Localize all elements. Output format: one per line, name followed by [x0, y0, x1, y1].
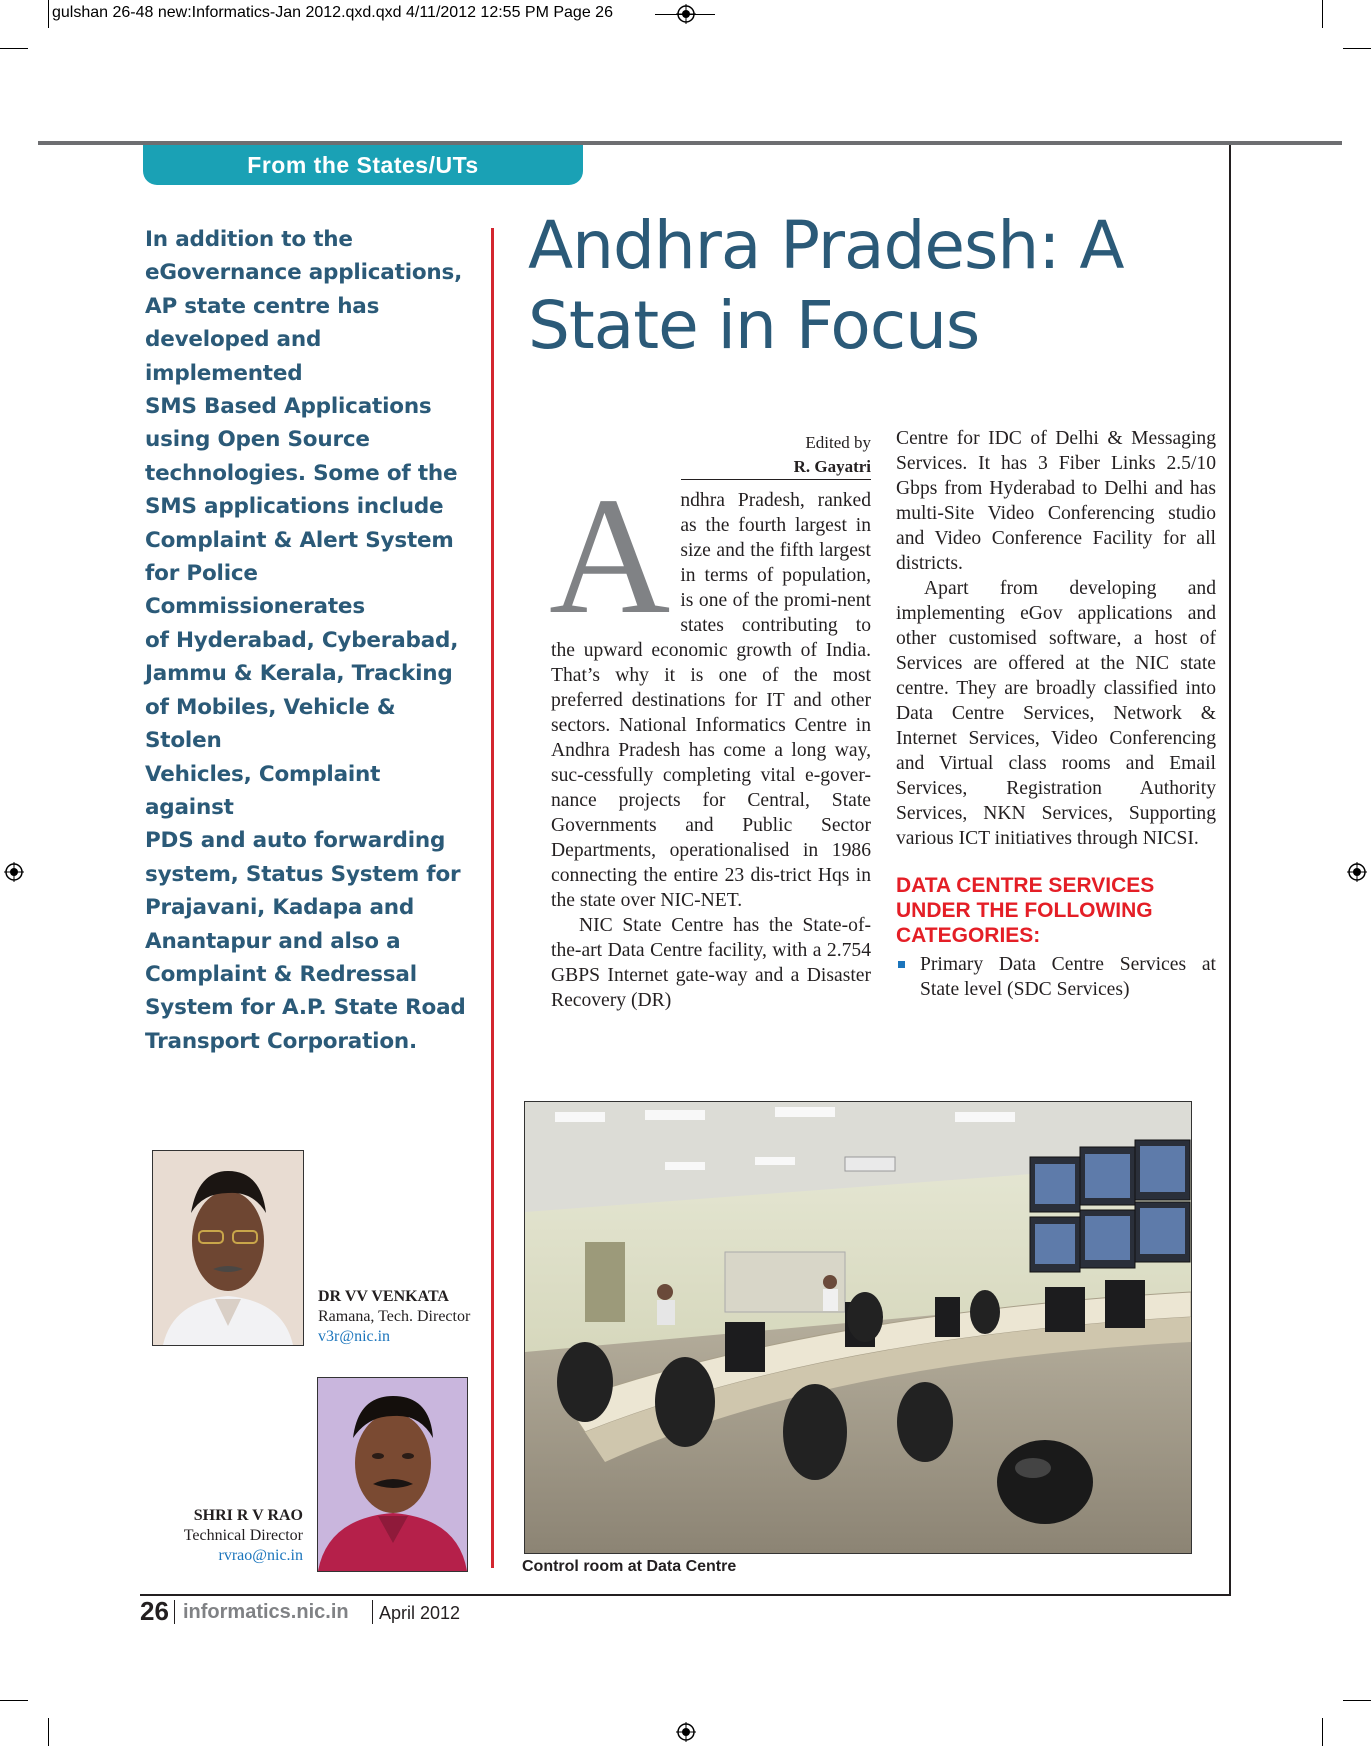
- footer-separator: [174, 1600, 175, 1624]
- author-name: DR VV VENKATA: [318, 1288, 449, 1305]
- pull-quote: [145, 223, 475, 1058]
- article-paragraph: NIC State Centre has the State-of-the-art Data Centre facility, with a 2.754 GBPS Internet gate-way and a Disaster Recovery (DR): [551, 915, 871, 1011]
- byline-label: Edited by: [805, 433, 871, 452]
- pull-quote-line: Jammu & Kerala, Tracking: [145, 661, 453, 687]
- control-room-photo: [524, 1101, 1192, 1554]
- registration-mark-icon: [4, 862, 24, 882]
- section-subheading: DATA CENTRE SERVICES UNDER THE FOLLOWING CATEGORIES:: [896, 874, 1155, 947]
- author-photo: [152, 1150, 304, 1346]
- crop-mark: [1343, 48, 1371, 49]
- pull-quote-line: Complaint & Redressal: [145, 961, 417, 987]
- pull-quote-line: AP state centre has: [145, 293, 380, 319]
- crop-mark: [0, 1700, 28, 1701]
- article-headline: [528, 206, 1208, 366]
- byline-name: R. Gayatri: [681, 455, 871, 480]
- pull-quote-line: In addition to the: [145, 227, 353, 252]
- drop-cap: A: [549, 463, 671, 649]
- crop-mark: [0, 48, 28, 49]
- crop-mark: [1322, 1718, 1323, 1746]
- pull-quote-line: Complaint & Alert System: [145, 527, 454, 553]
- article-paragraph: Apart from developing and implementing eGov applications and other customised software, a host of Services are offered at the NIC state centre. They are broadly classified into Data Centre Services, Network & Internet Services, Video Conferencing and Virtual class rooms and Email Services, Registration Authority Services, NKN Services, Supporting various ICT initiatives through NICSI.: [896, 578, 1216, 849]
- author-title: Ramana, Tech. Director: [318, 1308, 471, 1325]
- footer-separator: [372, 1600, 373, 1624]
- author-email: v3r@nic.in: [318, 1328, 391, 1345]
- pull-quote-line: System for A.P. State Road: [145, 995, 466, 1021]
- author-credit: [318, 1287, 470, 1347]
- author-credit: [160, 1506, 303, 1566]
- pull-quote-line: of Mobiles, Vehicle & Stolen: [145, 694, 396, 754]
- headline-line: Andhra Pradesh: A: [528, 207, 1124, 284]
- pull-quote-line: SMS applications include: [145, 494, 444, 520]
- pull-quote-line: technologies. Some of the: [145, 460, 458, 486]
- crop-mark: [48, 0, 49, 28]
- pull-quote-line: SMS Based Applications: [145, 394, 432, 420]
- crop-mark: [1343, 1700, 1371, 1701]
- pull-quote-line: system, Status System for: [145, 861, 461, 887]
- print-slug: gulshan 26-48 new:Informatics-Jan 2012.qxd.qxd 4/11/2012 12:55 PM Page 26: [52, 4, 613, 21]
- bullet-text: Primary Data Centre Services at State level (SDC Services): [920, 954, 1216, 1000]
- author-photo: [317, 1377, 468, 1572]
- frame-right-rule: [1229, 145, 1231, 1595]
- article-column-1: [551, 431, 871, 1013]
- pull-quote-line: Transport Corporation.: [145, 1028, 417, 1054]
- frame-bottom-rule: [140, 1594, 1231, 1596]
- article-paragraph: Centre for IDC of Delhi & Messaging Services. It has 3 Fiber Links 2.5/10 Gbps from Hyderabad to Delhi and has multi-Site Video Conferencing studio and Video Conference Facility for all districts.: [896, 428, 1216, 574]
- headline-line: State in Focus: [528, 287, 980, 364]
- pull-quote-line: of Hyderabad, Cyberabad,: [145, 627, 459, 653]
- author-name: SHRI R V RAO: [193, 1507, 303, 1524]
- pull-quote-line: PDS and auto forwarding: [145, 828, 446, 854]
- crop-mark: [1322, 0, 1323, 28]
- footer-date: April 2012: [379, 1603, 461, 1623]
- author-title: Technical Director: [183, 1527, 303, 1544]
- bullet-item: [896, 952, 1216, 1002]
- section-tab: From the States/UTs: [143, 145, 583, 185]
- author-email: rvrao@nic.in: [218, 1547, 303, 1564]
- pull-quote-line: developed and implemented: [145, 327, 322, 386]
- footer-site: informatics.nic.in: [183, 1601, 349, 1623]
- pull-quote-line: Vehicles, Complaint against: [145, 761, 381, 820]
- pull-quote-line: eGovernance applications,: [145, 260, 463, 286]
- article-column-2: [896, 426, 1216, 1002]
- crop-mark: [48, 1718, 49, 1746]
- registration-mark-icon: [676, 4, 696, 24]
- registration-mark-icon: [1347, 862, 1367, 882]
- registration-mark-icon: [676, 1722, 696, 1742]
- page-number: 26: [140, 1596, 169, 1626]
- pull-quote-line: using Open Source: [145, 427, 370, 453]
- bullet-square-icon: [898, 961, 905, 968]
- pull-quote-line: Anantapur and also a: [145, 928, 401, 954]
- pull-quote-line: Prajavani, Kadapa and: [145, 895, 415, 921]
- paragraph-text: ndhra Pradesh, ranked as the fourth largest in size and the fifth largest in terms of population, is one of the promi-nent states contributing to the upward economic growth of India. That’s why it is one of the most preferred destinations for IT and other sectors. National Informatics Centre in Andhra Pradesh has come a long way, suc-cessfully completing vital e-gover-nance projects for Central, State Governments and Public Sector Departments, operationalised in 1986 connecting the entire 23 dis-trict Hqs in the state over NIC-NET.: [551, 490, 871, 911]
- photo-caption: Control room at Data Centre: [522, 1558, 737, 1575]
- pull-quote-line: for Police Commissionerates: [145, 561, 365, 620]
- column-divider: [491, 228, 494, 1568]
